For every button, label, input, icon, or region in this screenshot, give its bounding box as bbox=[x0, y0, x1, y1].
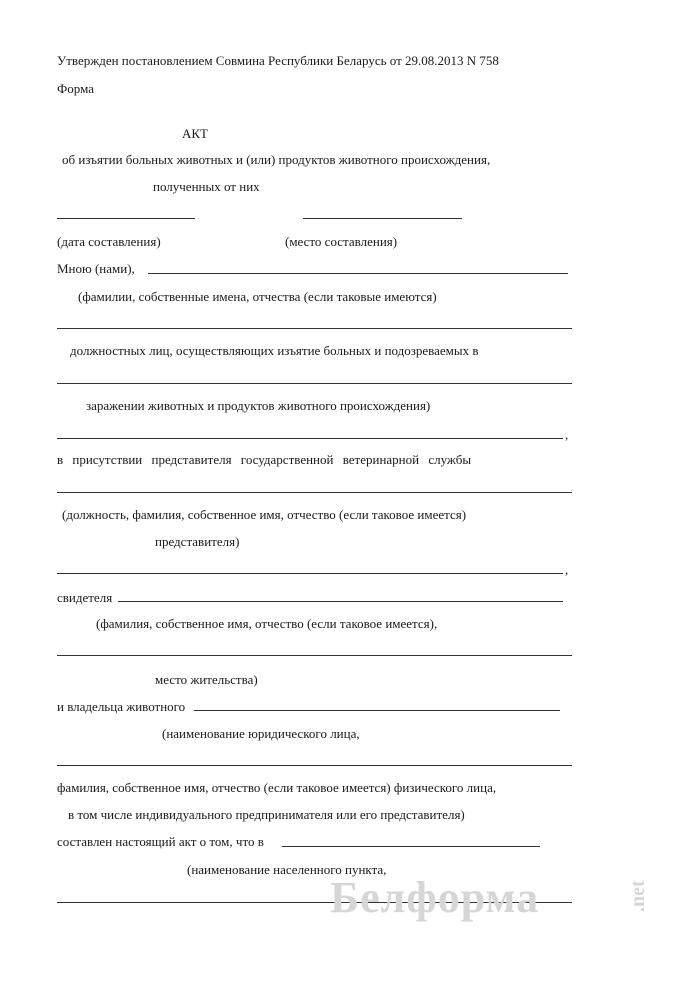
owner-field[interactable] bbox=[194, 710, 560, 711]
witness-caption-line1: (фамилия, собственное имя, отчество (если таковое имеется), bbox=[96, 616, 438, 631]
vet-rep-field[interactable] bbox=[57, 492, 572, 493]
presence-label: в присутствии представителя государственной ветеринарной службы bbox=[57, 452, 472, 467]
legal-entity-caption: (наименование юридического лица, bbox=[162, 726, 360, 741]
comma-1: , bbox=[565, 427, 569, 442]
act-subtitle-line2: полученных от них bbox=[153, 179, 260, 194]
place-field[interactable] bbox=[303, 218, 462, 219]
legal-entity-field[interactable] bbox=[57, 765, 572, 766]
place-caption: (место составления) bbox=[285, 234, 398, 249]
by-us-field[interactable] bbox=[148, 273, 568, 274]
person-caption-line2: в том числе индивидуального предпринимателя или его представителя) bbox=[68, 807, 465, 822]
infection-field[interactable] bbox=[57, 438, 563, 439]
witness-field[interactable] bbox=[118, 601, 563, 602]
names-field[interactable] bbox=[57, 328, 572, 329]
rep-caption-line1: (должность, фамилия, собственное имя, отчество (если таковое имеется) bbox=[62, 507, 467, 522]
comma-2: , bbox=[565, 562, 569, 577]
approval-note: Утвержден постановлением Совмина Республики Беларусь от 29.08.2013 N 758 bbox=[57, 53, 499, 68]
form-label: Форма bbox=[57, 81, 94, 96]
by-us-label: Мною (нами), bbox=[57, 261, 135, 276]
infection-caption: заражении животных и продуктов животного происхождения) bbox=[86, 398, 431, 413]
date-caption: (дата составления) bbox=[57, 234, 161, 249]
settlement-field[interactable] bbox=[282, 846, 540, 847]
watermark-suffix: .net bbox=[627, 880, 649, 912]
names-caption: (фамилии, собственные имена, отчества (если таковые имеются) bbox=[78, 289, 437, 304]
act-subtitle-line1: об изъятии больных животных и (или) продуктов животного происхождения, bbox=[62, 152, 491, 167]
date-field[interactable] bbox=[57, 218, 195, 219]
owner-label: и владельца животного bbox=[57, 699, 186, 714]
watermark-logo: Белформа bbox=[330, 873, 540, 922]
rep-field[interactable] bbox=[57, 573, 563, 574]
witness-caption-line2: место жительства) bbox=[155, 672, 258, 687]
witness-residence-field[interactable] bbox=[57, 655, 572, 656]
settlement-caption: (наименование населенного пункта, bbox=[187, 862, 387, 877]
witness-label: свидетеля bbox=[57, 590, 113, 605]
act-title: АКТ bbox=[182, 126, 208, 141]
officials-caption: должностных лиц, осуществляющих изъятие больных и подозреваемых в bbox=[70, 343, 479, 358]
person-caption-line1: фамилия, собственное имя, отчество (если таковое имеется) физического лица, bbox=[57, 780, 497, 795]
rep-caption-line2: представителя) bbox=[155, 534, 240, 549]
compiled-label: составлен настоящий акт о том, что в bbox=[57, 834, 264, 849]
officials-field[interactable] bbox=[57, 383, 572, 384]
